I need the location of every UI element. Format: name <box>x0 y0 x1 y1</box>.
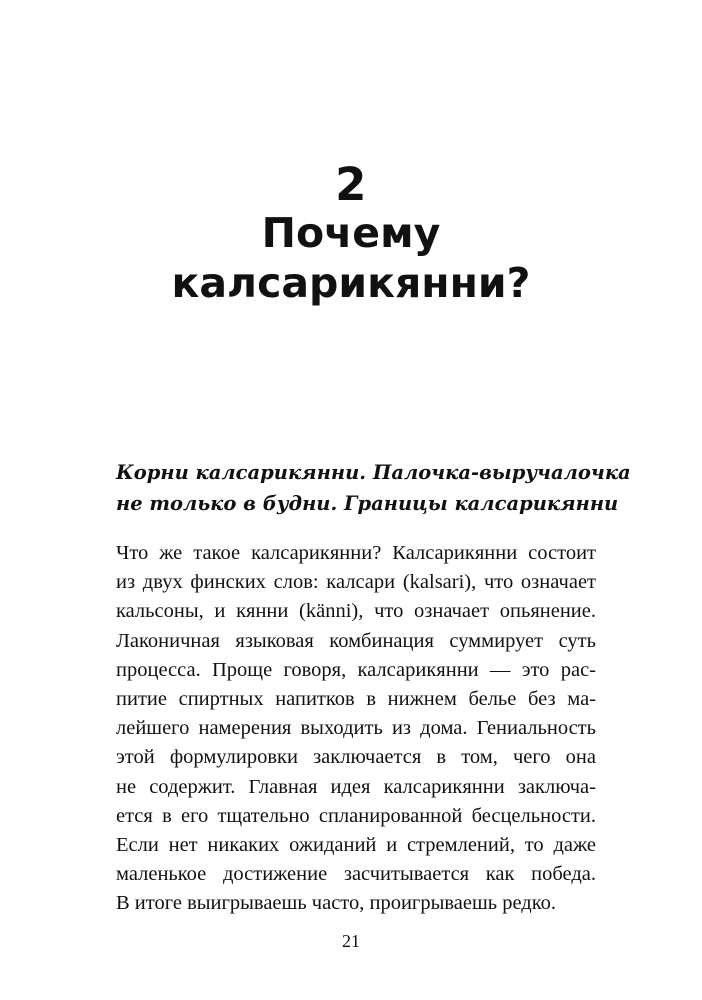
section-subtitle <box>116 457 631 519</box>
chapter-number: 2 <box>335 158 367 211</box>
chapter-title-line: калсарикянни? <box>171 259 531 307</box>
chapter-title <box>0 208 702 308</box>
subtitle-line: Корни калсарикянни. Палочка-выручалочка <box>116 461 631 484</box>
body-line: этой формулировки заключается в том, чего она <box>116 746 596 769</box>
body-line: питие спиртных напитков в нижнем белье без ма- <box>116 688 596 711</box>
body-line: маленькое достижение засчитывается как победа. <box>116 863 596 886</box>
body-line: не содержит. Главная идея калсарикянни заключа- <box>116 775 596 798</box>
body-line: кальсоны, и кянни (känni), что означает опьянение. <box>116 600 596 623</box>
body-line: Лаконичная языковая комбинация суммирует суть <box>116 629 596 652</box>
body-line: Что же такое калсарикянни? Калсарикянни состоит <box>116 542 596 564</box>
page-number: 21 <box>342 931 360 951</box>
body-line: лейшего намерения выходить из дома. Гениальность <box>116 717 596 740</box>
body-line: процесса. Проще говоря, калсарикянни — это рас- <box>116 658 596 681</box>
chapter-title-line: Почему <box>261 209 441 257</box>
body-line: ется в его тщательно спланированной бесцельности. <box>116 804 596 827</box>
body-line: В итоге выигрываешь часто, проигрываешь редко. <box>116 892 557 915</box>
body-line: из двух финских слов: калсари (kalsari), что означает <box>116 571 596 594</box>
body-paragraph <box>116 539 596 919</box>
body-line: Если нет никаких ожиданий и стремлений, то даже <box>116 834 596 857</box>
subtitle-line: не только в будни. Границы калсарикянни <box>116 492 619 515</box>
